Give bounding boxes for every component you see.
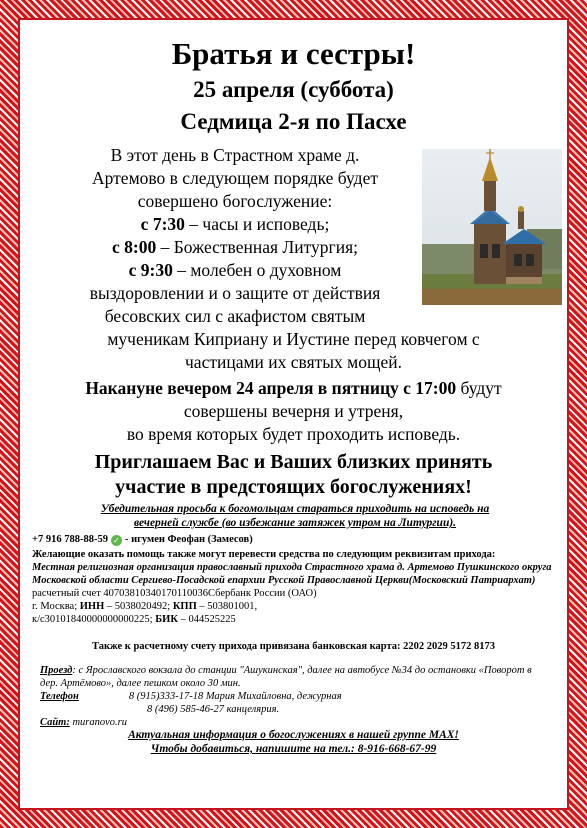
account-number: расчетный счет 40703810340170110036Сбербанк России (ОАО) <box>32 588 317 599</box>
intro-line: бесовских сил с акафистом святым <box>104 306 366 326</box>
organization-text: Местная религиозная организация православный прихода Страстного храма д. Артемово Пушкинского округа Московской области Сергиево-Посадской епархии Русской Православной Церкви(Московский Патриархат) <box>32 562 552 586</box>
evening-text: будут <box>456 378 502 398</box>
route-label: Проезд <box>40 665 73 676</box>
request-line: вечерней службе (во избежание затяжек утром на Литургии). <box>133 517 457 529</box>
intro-line: частицами их святых мощей. <box>185 352 402 372</box>
intro-line: мученикам Киприану и Иустине перед ковчегом с <box>107 329 480 349</box>
requisites-intro <box>32 548 552 561</box>
request-line: Убедительная просьба к богомольцам стараться приходить на исповедь на <box>100 503 490 515</box>
intro-line: Артемово в следующем порядке будет <box>92 168 378 188</box>
schedule-item <box>70 259 400 282</box>
schedule-text: – Божественная Литургия; <box>156 237 359 257</box>
bik-label: БИК <box>155 614 178 625</box>
evening-service <box>30 377 557 446</box>
site-link[interactable]: muranovo.ru <box>69 717 128 728</box>
contact-row <box>32 533 552 546</box>
directions <box>40 664 550 729</box>
phone-line-1 <box>40 690 550 703</box>
city-text: г. Москва; <box>32 601 80 612</box>
phone-label: Телефон <box>40 691 79 702</box>
phone-line-2 <box>40 703 550 716</box>
evening-line: во время которых будет проходить исповедь. <box>126 424 461 444</box>
inn-value: – 5038020492; <box>104 601 173 612</box>
intro-line: совершено богослужение: <box>137 191 333 211</box>
inn-kpp-line <box>32 600 552 613</box>
organization-name <box>32 561 552 587</box>
schedule-text: – часы и исповедь; <box>184 214 330 234</box>
evening-line <box>30 377 557 400</box>
ks-bik-line <box>32 613 552 626</box>
check-icon: ✓ <box>111 535 122 546</box>
evening-highlight: Накануне вечером 24 апреля в пятницу с 17:00 <box>85 378 457 398</box>
intro-line: выздоровлении и о защите от действия <box>89 283 381 303</box>
inn-label: ИНН <box>79 601 105 612</box>
intro-line: В этот день в Страстном храме д. <box>110 145 360 165</box>
schedule-time: с 8:00 <box>111 237 157 257</box>
kpp-value: – 503801001, <box>196 601 258 612</box>
evening-line: совершены вечерня и утреня, <box>183 401 404 421</box>
page-title: Братья и сестры! <box>171 36 416 71</box>
office-phone[interactable]: 8 (496) 585-46-27 канцелярия. <box>147 704 280 715</box>
contact-line <box>32 533 552 546</box>
leaflet <box>30 28 557 798</box>
group-line: Чтобы добавиться, напишите на тел.: 8-916-668-67-99 <box>150 743 437 755</box>
schedule-continued <box>30 328 557 374</box>
schedule-time: с 7:30 <box>140 214 185 234</box>
bank-requisites <box>32 548 552 626</box>
kpp-label: КПП <box>172 601 197 612</box>
bik-value: – 044525225 <box>177 614 236 625</box>
schedule-intro <box>70 144 400 328</box>
schedule-item <box>70 213 400 236</box>
group-info <box>30 728 557 756</box>
schedule-item <box>70 236 400 259</box>
duty-phone[interactable]: 8 (915)333-17-18 Мария Михайловна, дежурная <box>128 691 342 702</box>
confession-request <box>50 502 540 530</box>
contact-name: - игумен Феофан (Замесов) <box>124 534 253 545</box>
route-line <box>40 664 550 690</box>
invitation-line: участие в предстоящих богослужениях! <box>115 476 472 498</box>
invitation-line: Приглашаем Вас и Ваших близких принять <box>94 451 493 473</box>
bank-card-info: Также к расчетному счету прихода привязана банковская карта: 2202 2029 5172 8173 <box>91 641 495 652</box>
church-photo <box>422 149 562 305</box>
schedule-time: с 9:30 <box>128 260 173 280</box>
requisites-intro-text: Желающие оказать помощь также могут перевести средства по следующим реквизитам прихода: <box>32 549 496 560</box>
liturgical-week: Седмица 2-я по Пасхе <box>180 109 407 134</box>
ks-value: к/с30101840000000000225; <box>32 614 156 625</box>
service-date: 25 апреля (суббота) <box>193 77 394 102</box>
group-line: Актуальная информация о богослужениях в нашей группе MAX! <box>128 729 459 741</box>
route-text: : с Ярославского вокзала до станции "Ашукинская", далее на автобусе №34 до остановки «Поворот в дер. Артёмово», далее пешком около 30 мин. <box>40 665 532 689</box>
invitation <box>30 450 557 500</box>
site-label: Сайт: <box>40 717 70 728</box>
contact-phone[interactable]: +7 916 788-88-59 <box>32 534 108 545</box>
schedule-text: – молебен о духовном <box>172 260 342 280</box>
